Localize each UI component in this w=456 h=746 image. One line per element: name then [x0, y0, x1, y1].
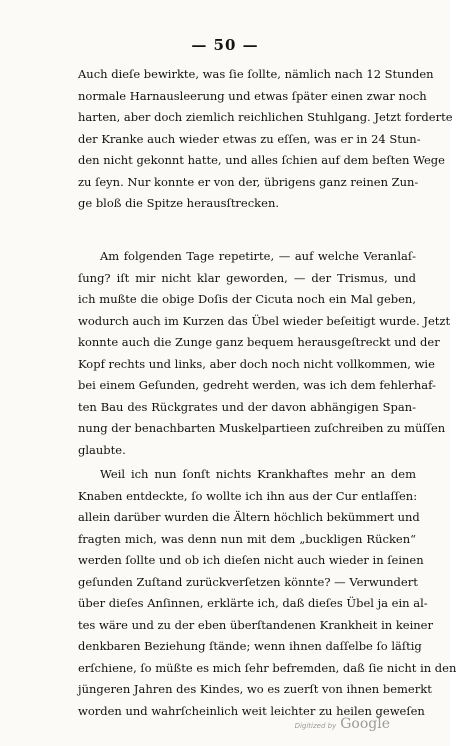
paragraph-2: [78, 246, 451, 461]
text-line: bei einem Geſunden, gedreht werden, was ich dem fehlerhaf-: [78, 378, 436, 392]
paragraph-1: [78, 64, 453, 215]
text-line: Kopf rechts und links, aber doch noch nicht vollkommen, wie: [78, 356, 435, 371]
text-line: ich mußte die obige Doſis der Cicuta noch ein Mal geben,: [78, 292, 416, 306]
text-line: denkbaren Beziehung ſtände; wenn ihnen daſſelbe ſo läſtig: [78, 639, 422, 653]
watermark-brand: Google: [340, 716, 390, 732]
text-line: harten, aber doch ziemlich reichlichen Stuhlgang. Jetzt forderte: [78, 110, 453, 124]
text-line: ge bloß die Spitze herausſtrecken.: [78, 196, 280, 210]
text-line: ſung? iſt mir nicht klar geworden, — der Trismus, und: [78, 270, 416, 285]
text-line: den nicht gekonnt hatte, und alles ſchien auf dem beſten Wege: [78, 153, 445, 167]
text-line: über dieſes Anſinnen, erklärte ich, daß dieſes Übel ja ein al-: [78, 596, 428, 610]
text-line: glaubte.: [78, 442, 126, 457]
text-line: Weil ich nun ſonſt nichts Krankhaftes mehr an dem: [100, 467, 416, 481]
text-line: tes wäre und zu der eben überſtandenen Krankheit in keiner: [78, 617, 433, 632]
text-line: wodurch auch im Kurzen das Übel wieder beſeitigt wurde. Jetzt: [78, 313, 451, 328]
text-line: geſunden Zuſtand zurückverſetzen könnte? — Verwundert: [78, 574, 418, 589]
text-line: ten Bau des Rückgrates und der davon abhängigen Span-: [78, 399, 416, 414]
text-line: konnte auch die Zunge ganz bequem herausgeſtreckt und der: [78, 335, 440, 349]
paragraph-3: [78, 464, 456, 722]
text-line: Am folgenden Tage repetirte, — auf welche Veranlaſ-: [100, 249, 416, 263]
digitization-watermark: [295, 716, 390, 732]
text-line: worden und wahrſcheinlich weit leichter zu heilen geweſen: [78, 703, 425, 718]
text-line: allein darüber wurden die Ältern höchlich bekümmert und: [78, 510, 420, 524]
page-number: — 50 —: [191, 36, 259, 54]
text-line: werden ſollte und ob ich dieſen nicht auch wieder in ſeinen: [78, 553, 424, 567]
text-line: jüngeren Jahren des Kindes, wo es zuerſt von ihnen bemerkt: [78, 682, 432, 696]
watermark-prefix: Digitized by: [294, 722, 337, 730]
text-line: zu ſeyn. Nur konnte er von der, übrigens ganz reinen Zun-: [78, 174, 419, 189]
text-line: Auch dieſe bewirkte, was ſie ſollte, nämlich nach 12 Stunden: [78, 67, 434, 81]
text-line: der Kranke auch wieder etwas zu eſſen, was er in 24 Stun-: [78, 131, 421, 146]
text-line: fragten mich, was denn nun mit dem „buckligen Rücken“: [78, 531, 416, 546]
text-line: Knaben entdeckte, ſo wollte ich ihn aus der Cur entlaſſen:: [78, 488, 418, 503]
text-line: normale Harnausleerung und etwas ſpäter einen zwar noch: [78, 88, 427, 103]
text-line: erſchiene, ſo müßte es mich ſehr befremden, daß ſie nicht in den: [78, 660, 456, 675]
text-line: nung der benachbarten Muskelpartieen zuſchreiben zu müſſen: [78, 421, 446, 435]
